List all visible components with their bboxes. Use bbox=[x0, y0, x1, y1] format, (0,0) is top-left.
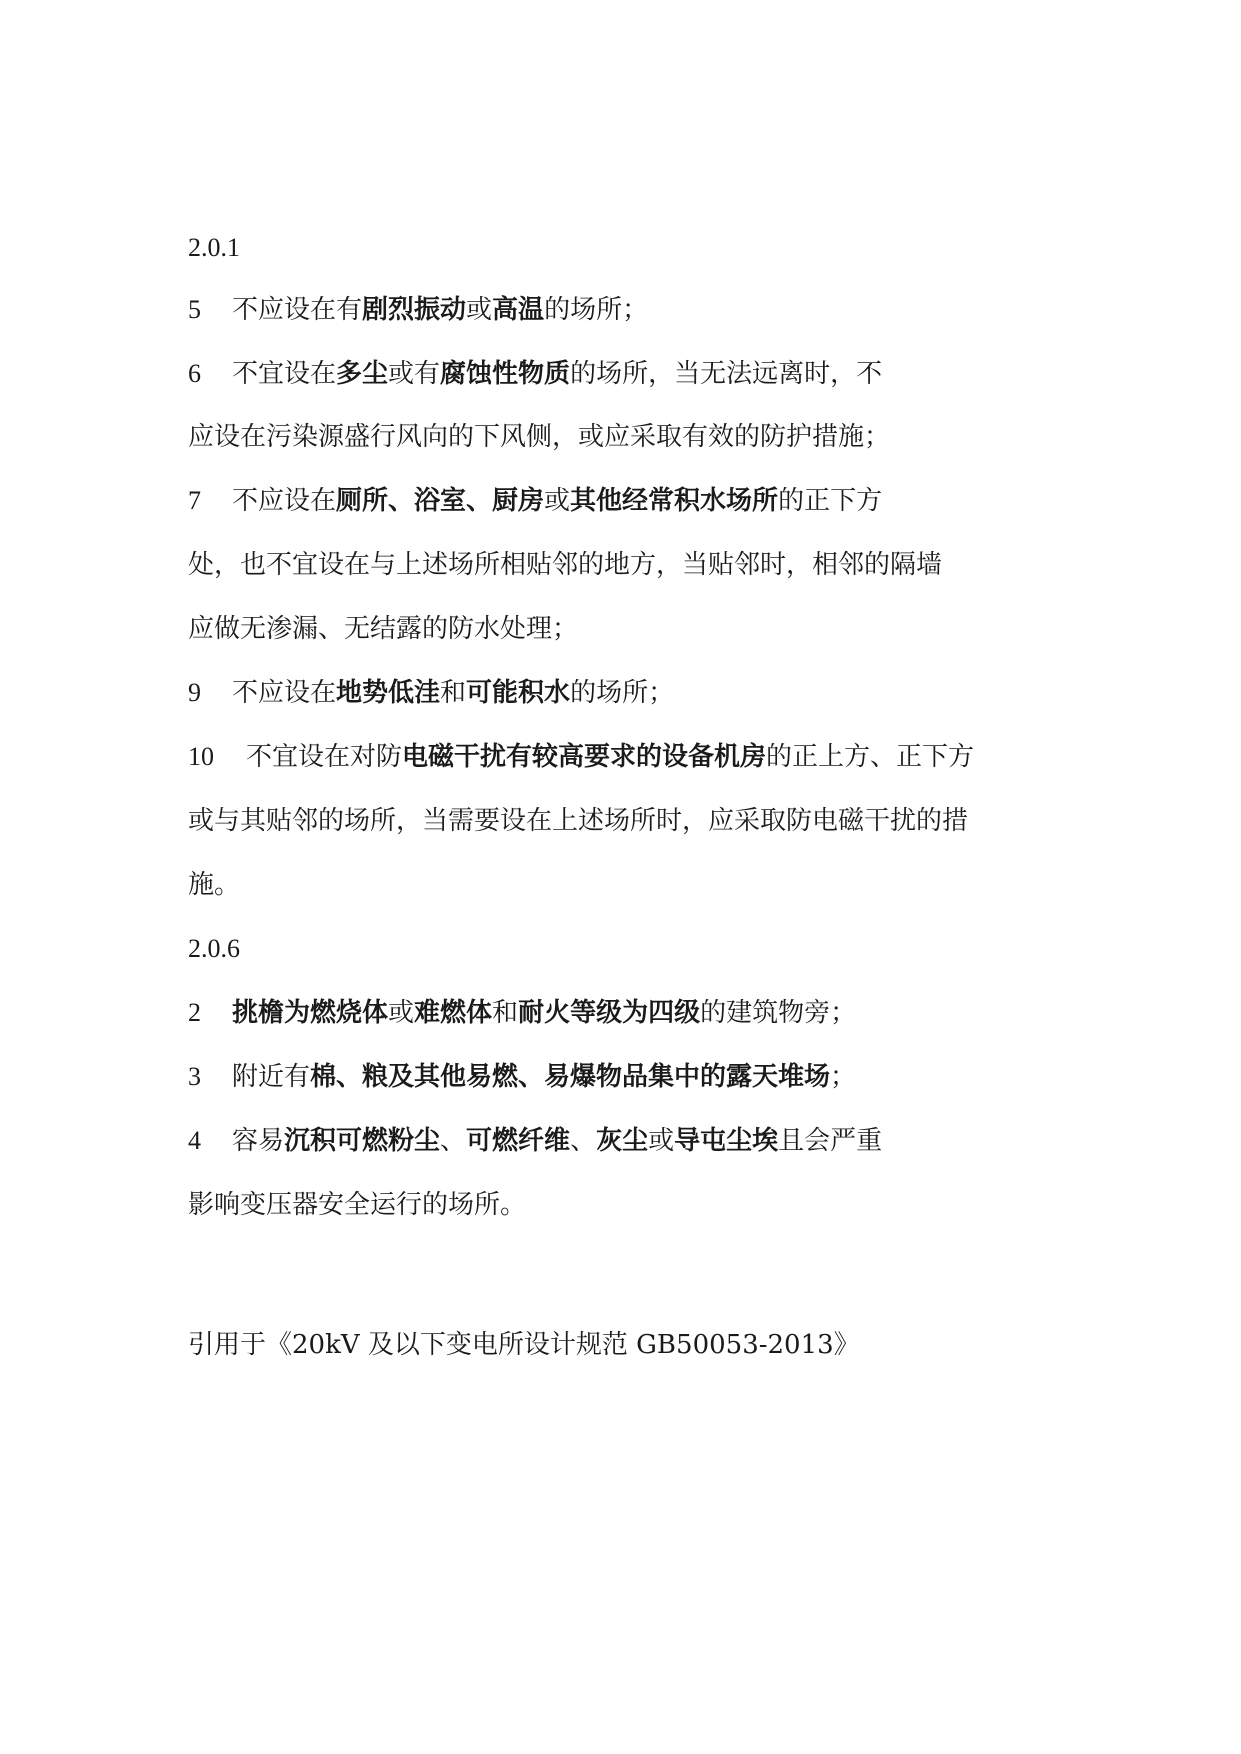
item-number: 4 bbox=[188, 1126, 201, 1155]
text-run: 施。 bbox=[188, 870, 241, 900]
text-run: 或 bbox=[544, 486, 571, 516]
clause-item bbox=[188, 483, 882, 519]
text-run: 或有 bbox=[388, 359, 441, 389]
bold-text-run: 其他经常积水场所 bbox=[570, 486, 779, 516]
clause-continuation bbox=[188, 547, 942, 583]
bold-text-run: 多尘 bbox=[336, 359, 389, 389]
bold-text-run: 挑檐为燃烧体 bbox=[232, 998, 389, 1028]
text-run: 不应设在 bbox=[232, 678, 337, 708]
bold-text-run: 可能积水 bbox=[466, 678, 571, 708]
text-run: 附近有 bbox=[232, 1062, 311, 1092]
item-number: 2 bbox=[188, 998, 201, 1027]
clause-continuation bbox=[188, 867, 240, 903]
bold-text-run: 高温 bbox=[492, 295, 545, 325]
text-run: ； bbox=[830, 1062, 857, 1092]
text-run: 、 bbox=[570, 1126, 597, 1156]
bold-text-run: 电磁干扰有较高要求的设备机房 bbox=[402, 742, 767, 772]
bold-text-run: 耐火等级为四级 bbox=[518, 998, 701, 1028]
text-run: 应设在污染源盛行风向的下风侧，或应采取有效的防护措施； bbox=[188, 422, 891, 452]
text-run: 的正下方 bbox=[778, 486, 883, 516]
clause-item bbox=[188, 1059, 856, 1095]
text-run: 影响变压器安全运行的场所。 bbox=[188, 1190, 527, 1220]
clause-item bbox=[188, 995, 856, 1031]
clause-item bbox=[188, 675, 674, 711]
bold-text-run: 可燃纤维 bbox=[466, 1126, 571, 1156]
bold-text-run: 厕所、浴室、厨房 bbox=[336, 486, 545, 516]
bold-text-run: 导屯尘埃 bbox=[674, 1126, 779, 1156]
text-run: 处，也不宜设在与上述场所相贴邻的地方，当贴邻时，相邻的隔墙 bbox=[188, 550, 943, 580]
text-run: 不宜设在对防 bbox=[246, 742, 403, 772]
text-run: 容易 bbox=[232, 1126, 285, 1156]
text-run: 的建筑物旁； bbox=[700, 998, 857, 1028]
clause-item bbox=[188, 1123, 882, 1159]
text-run: 且会严重 bbox=[778, 1126, 883, 1156]
text-run: 、 bbox=[440, 1126, 467, 1156]
text-run: 的场所，当无法远离时，不 bbox=[570, 359, 883, 389]
bold-text-run: 腐蚀性物质 bbox=[440, 359, 571, 389]
clause-continuation bbox=[188, 803, 968, 839]
citation bbox=[188, 1327, 860, 1363]
bold-text-run: 棉、粮及其他易燃、易爆物品集中的露天堆场 bbox=[310, 1062, 831, 1092]
text-run: 或 bbox=[648, 1126, 675, 1156]
clause-continuation bbox=[188, 419, 890, 455]
clause-continuation bbox=[188, 611, 578, 647]
text-run: 2.0.6 bbox=[188, 934, 240, 963]
text-run: 不宜设在 bbox=[232, 359, 337, 389]
item-number: 5 bbox=[188, 295, 201, 324]
text-run: 和 bbox=[440, 678, 467, 708]
bold-text-run: 剧烈振动 bbox=[362, 295, 467, 325]
item-number: 6 bbox=[188, 359, 201, 388]
text-run: 或 bbox=[388, 998, 415, 1028]
bold-text-run: 地势低洼 bbox=[336, 678, 441, 708]
text-run: 或 bbox=[466, 295, 493, 325]
text-run: 不应设在 bbox=[232, 486, 337, 516]
item-number: 7 bbox=[188, 486, 201, 515]
text-run: 2.0.1 bbox=[188, 233, 240, 262]
item-number: 9 bbox=[188, 678, 201, 707]
text-run: 或与其贴邻的场所，当需要设在上述场所时，应采取防电磁干扰的措 bbox=[188, 806, 969, 836]
text-run: 的正上方、正下方 bbox=[766, 742, 975, 772]
clause-continuation bbox=[188, 1187, 526, 1223]
text-run: 不应设在有 bbox=[232, 295, 363, 325]
clause-item bbox=[188, 356, 882, 392]
item-number: 10 bbox=[188, 742, 214, 771]
text-run: 和 bbox=[492, 998, 519, 1028]
text-run: 引用于《20kV 及以下变电所设计规范 GB50053-2013》 bbox=[188, 1330, 860, 1360]
bold-text-run: 难燃体 bbox=[414, 998, 493, 1028]
section-number bbox=[188, 230, 240, 266]
item-number: 3 bbox=[188, 1062, 201, 1091]
clause-item bbox=[188, 739, 974, 775]
text-run: 应做无渗漏、无结露的防水处理； bbox=[188, 614, 579, 644]
text-run: 的场所； bbox=[570, 678, 675, 708]
bold-text-run: 灰尘 bbox=[596, 1126, 649, 1156]
bold-text-run: 沉积可燃粉尘 bbox=[284, 1126, 441, 1156]
section-number bbox=[188, 931, 240, 967]
clause-item bbox=[188, 292, 648, 328]
text-run: 的场所； bbox=[544, 295, 649, 325]
